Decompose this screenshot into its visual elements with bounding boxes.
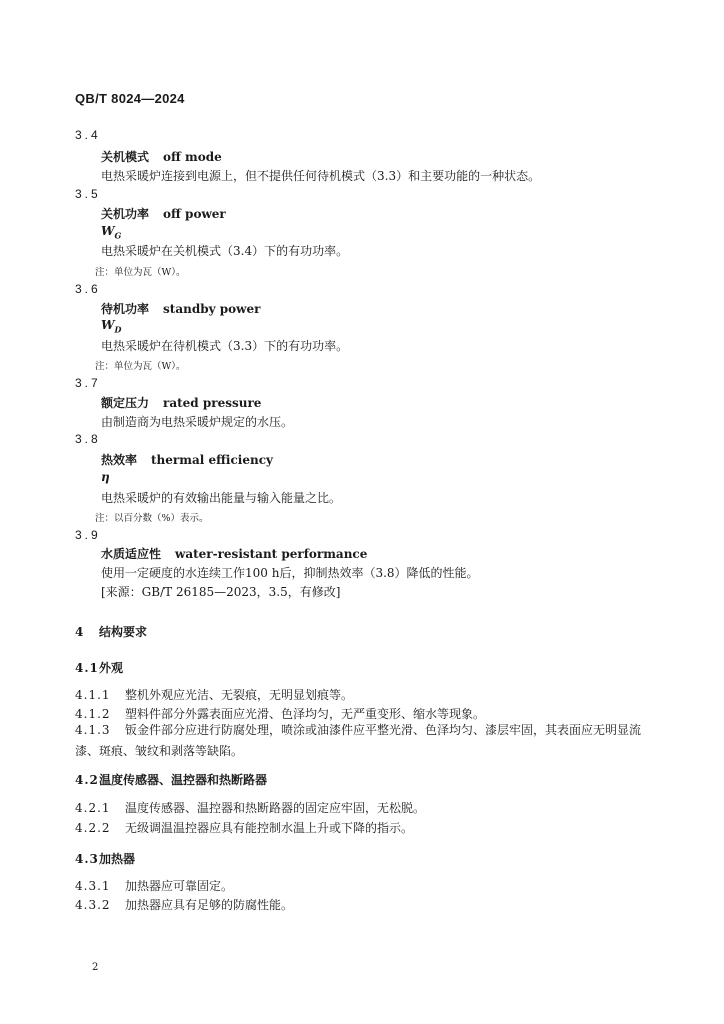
term-zh: 热效率 xyxy=(101,453,138,467)
clause-text: 钣金件部分应进行防腐处理，喷涂或油漆件应平整光滑、色泽均匀、漆层牢固，其表面应无明显流漆、斑痕、皱纹和剥落等缺陷。 xyxy=(75,723,642,758)
term-definition: 电热采暖炉在关机模式（3.4）下的有功功率。 xyxy=(101,244,349,258)
section-heading xyxy=(75,850,135,867)
clause-number: 4.3.2 xyxy=(75,898,111,912)
section-title: 外观 xyxy=(99,661,124,675)
section-number: 4.2 xyxy=(75,773,99,787)
term-en: thermal efficiency xyxy=(151,453,273,467)
clause xyxy=(75,720,655,762)
clause-text: 加热器应可靠固定。 xyxy=(125,879,234,893)
term-definition: 由制造商为电热采暖炉规定的水压。 xyxy=(101,415,294,429)
term-number: 3.5 xyxy=(75,187,101,201)
term-title xyxy=(101,394,261,411)
symbol-letter: W xyxy=(101,224,115,238)
clause-text: 加热器应具有足够的防腐性能。 xyxy=(125,898,294,912)
clause-number: 4.1.3 xyxy=(75,723,111,737)
clause-text: 无级调温温控器应具有能控制水温上升或下降的指示。 xyxy=(125,821,414,835)
clause xyxy=(75,686,353,703)
term-title xyxy=(101,148,222,165)
term-title xyxy=(101,545,367,562)
term-number: 3.6 xyxy=(75,282,101,296)
clause-text: 温度传感器、温控器和热断路器的固定应牢固，无松脱。 xyxy=(125,801,426,815)
term-note: 注：单位为瓦（W）。 xyxy=(95,361,186,372)
clause xyxy=(75,799,425,816)
term-number: 3.9 xyxy=(75,528,101,542)
clause-number: 4.2.2 xyxy=(75,821,111,835)
term-definition: 使用一定硬度的水连续工作100 h后，抑制热效率（3.8）降低的性能。 xyxy=(101,566,479,580)
term-symbol xyxy=(101,318,121,334)
term-zh: 关机模式 xyxy=(101,150,150,164)
chapter-heading xyxy=(75,623,147,640)
term-en: off mode xyxy=(163,150,222,164)
term-en: off power xyxy=(163,207,226,221)
symbol-subscript: G xyxy=(114,230,122,241)
term-definition: 电热采暖炉的有效输出能量与输入能量之比。 xyxy=(101,491,342,505)
section-heading xyxy=(75,771,267,788)
term-en: water-resistant performance xyxy=(175,547,368,561)
term-source: [来源：GB/T 26185—2023，3.5，有修改] xyxy=(101,585,341,599)
clause-number: 4.3.1 xyxy=(75,879,111,893)
term-number: 3.8 xyxy=(75,432,101,446)
section-number: 4.1 xyxy=(75,661,99,675)
term-zh: 关机功率 xyxy=(101,207,150,221)
term-note: 注：以百分数（%）表示。 xyxy=(95,513,209,524)
clause-number: 4.2.1 xyxy=(75,801,111,815)
term-number: 3.4 xyxy=(75,128,101,142)
section-number: 4.3 xyxy=(75,852,99,866)
term-symbol xyxy=(101,224,121,240)
term-zh: 额定压力 xyxy=(101,396,150,410)
chapter-number: 4 xyxy=(75,625,84,639)
section-title: 温度传感器、温控器和热断路器 xyxy=(99,773,268,787)
symbol-letter: W xyxy=(101,318,115,332)
clause xyxy=(75,877,233,894)
page-number: 2 xyxy=(92,962,99,973)
term-definition: 电热采暖炉在待机模式（3.3）下的有功功率。 xyxy=(101,339,349,353)
symbol-subscript: D xyxy=(114,324,122,335)
term-zh: 水质适应性 xyxy=(101,547,162,561)
term-en: rated pressure xyxy=(163,396,262,410)
section-title: 加热器 xyxy=(99,852,136,866)
clause xyxy=(75,819,413,836)
term-title xyxy=(101,300,260,317)
term-title xyxy=(101,205,226,222)
term-title xyxy=(101,451,273,468)
clause-text: 整机外观应光洁、无裂痕，无明显划痕等。 xyxy=(125,688,354,702)
chapter-title: 结构要求 xyxy=(99,625,148,639)
term-note: 注：单位为瓦（W）。 xyxy=(95,267,186,278)
clause-number: 4.1.1 xyxy=(75,688,111,702)
term-number: 3.7 xyxy=(75,376,101,390)
clause xyxy=(75,896,293,913)
term-en: standby power xyxy=(163,302,261,316)
standard-code-header: QB/T 8024—2024 xyxy=(75,91,185,106)
clause-number: 4.1.2 xyxy=(75,707,111,721)
term-definition: 电热采暖炉连接到电源上，但不提供任何待机模式（3.3）和主要功能的一种状态。 xyxy=(101,169,541,183)
clause-text: 塑料件部分外露表面应光滑、色泽均匀，无严重变形、缩水等现象。 xyxy=(125,707,486,721)
term-symbol: η xyxy=(101,470,110,484)
section-heading xyxy=(75,659,123,676)
term-zh: 待机功率 xyxy=(101,302,150,316)
